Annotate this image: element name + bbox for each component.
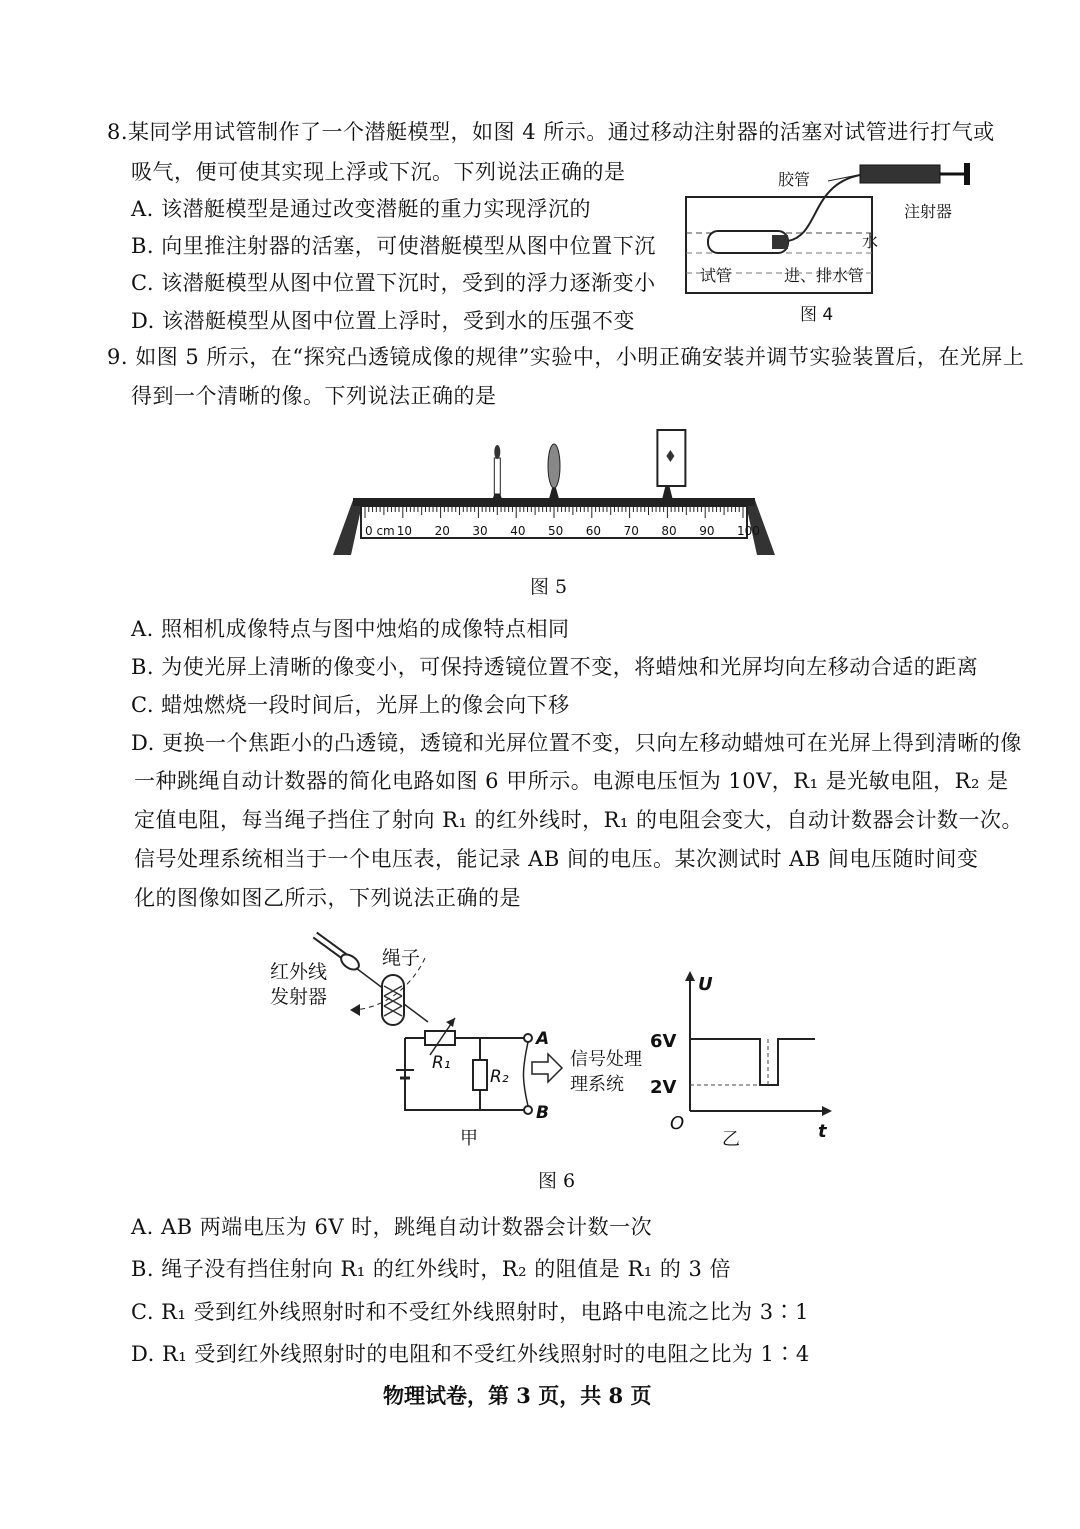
q9-option-d: D. 更换一个焦距小的凸透镜，透镜和光屏位置不变，只向左移动蜡烛可在光屏上得到清晰的像 (131, 731, 1022, 755)
q8-option-d: D. 该潜艇模型从图中位置上浮时，受到水的压强不变 (131, 309, 635, 333)
label-yi: 乙 (722, 1129, 740, 1150)
label-rope: 绳子 (382, 947, 421, 969)
ruler-label: 90 (699, 524, 715, 538)
figure-4-caption: 图 4 (800, 305, 834, 325)
bench-left-leg (333, 500, 363, 555)
ruler-label: 10 (396, 524, 413, 538)
q10-stem-line3: 信号处理系统相当于一个电压表，能记录 AB 间的电压。某次测试时 AB 间电压随时间变 (134, 847, 979, 871)
ruler-label: 20 (434, 524, 450, 538)
label-hose: 胶管 (778, 170, 811, 189)
figure-6-circuit (260, 930, 650, 1155)
candle (490, 445, 504, 506)
q9-stem-line1: 9. 如图 5 所示，在“探究凸透镜成像的规律”实验中，小明正确安装并调节实验装置后，在光屏上 (107, 345, 1025, 369)
tick-6v: 6V (650, 1031, 677, 1052)
label-signal-1: 信号处理 (570, 1049, 642, 1070)
figure-6-caption: 图 6 (538, 1170, 576, 1192)
ruler-label: 0 cm (365, 524, 395, 538)
signal-arrow (532, 1054, 562, 1082)
q10-stem-line2: 定值电阻，每当绳子挡住了射向 R₁ 的红外线时，R₁ 的电阻会变大，自动计数器会计数一次。 (134, 808, 1023, 832)
figure-5-optical-bench (325, 440, 785, 570)
ruler-label: 30 (472, 524, 488, 538)
ruler-label: 80 (661, 524, 677, 538)
label-emitter-1: 红外线 (270, 961, 328, 983)
figure-4-submarine (680, 145, 980, 330)
syringe-barrel (860, 165, 940, 183)
stopper (772, 235, 788, 249)
resistor-r2 (473, 1060, 487, 1090)
label-jia: 甲 (460, 1128, 478, 1149)
q8-stem-line1: 8.某同学用试管制作了一个潜艇模型，如图 4 所示。通过移动注射器的活塞对试管进行打气或 (107, 120, 995, 144)
q10-option-a: A. AB 两端电压为 6V 时，跳绳自动计数器会计数一次 (131, 1215, 653, 1239)
ruler-label: 60 (585, 524, 602, 538)
terminal-b (524, 1106, 532, 1114)
q10-option-d: D. R₁ 受到红外线照射时的电阻和不受红外线照射时的电阻之比为 1∶4 (131, 1342, 810, 1366)
label-emitter-2: 发射器 (270, 986, 328, 1008)
tick-2v: 2V (650, 1077, 677, 1098)
q8-option-b: B. 向里推注射器的活塞，可使潜艇模型从图中位置下沉 (131, 234, 656, 258)
voltage-curve (690, 1039, 815, 1085)
label-test-tube: 试管 (700, 266, 733, 285)
q9-option-c: C. 蜡烛燃烧一段时间后，光屏上的像会向下移 (131, 693, 570, 717)
label-water: 水 (862, 232, 879, 251)
label-pipe: 进、排水管 (784, 266, 865, 285)
q10-option-c: C. R₁ 受到红外线照射时和不受红外线照射时，电路中电流之比为 3∶1 (131, 1300, 809, 1324)
ruler-label: 70 (623, 524, 639, 538)
q10-stem-line4: 化的图像如图乙所示，下列说法正确的是 (134, 886, 521, 910)
label-b: B (536, 1103, 549, 1123)
q10-option-b: B. 绳子没有挡住射向 R₁ 的红外线时，R₂ 的阻值是 R₁ 的 3 倍 (131, 1257, 732, 1281)
label-r2: R₂ (490, 1067, 509, 1087)
ruler-label: 100 (737, 524, 760, 538)
rope (382, 975, 404, 1025)
ruler-label: 40 (510, 524, 526, 538)
label-signal-2: 理系统 (570, 1074, 624, 1095)
page-footer: 物理试卷，第 3 页，共 8 页 (383, 1383, 652, 1408)
label-syringe: 注射器 (904, 202, 953, 221)
light-screen (657, 430, 685, 506)
convex-lens (547, 444, 561, 506)
q9-option-b: B. 为使光屏上清晰的像变小，可保持透镜位置不变，将蜡烛和光屏均向左移动合适的距离 (131, 655, 979, 679)
axis-origin-label: O (670, 1113, 685, 1134)
q9-stem-line2: 得到一个清晰的像。下列说法正确的是 (131, 384, 497, 408)
q10-stem-line1: 一种跳绳自动计数器的简化电路如图 6 甲所示。电源电压恒为 10V，R₁ 是光敏电阻，R₂ 是 (134, 769, 1009, 793)
q9-option-a: A. 照相机成像特点与图中烛焰的成像特点相同 (131, 617, 570, 641)
q8-option-c: C. 该潜艇模型从图中位置下沉时，受到的浮力逐渐变小 (131, 271, 656, 295)
label-r1: R₁ (432, 1053, 451, 1073)
figure-5-caption: 图 5 (530, 576, 568, 598)
resistor-r1 (425, 1031, 455, 1045)
label-a: A (536, 1029, 550, 1049)
q8-stem-line2: 吸气，便可使其实现上浮或下沉。下列说法正确的是 (131, 160, 626, 184)
q8-option-a: A. 该潜艇模型是通过改变潜艇的重力实现浮沉的 (131, 197, 592, 221)
ruler-label: 50 (548, 524, 564, 538)
axis-u-label: U (698, 974, 713, 995)
terminal-a (524, 1034, 532, 1042)
figure-6-voltage-graph (650, 965, 840, 1155)
axis-t-label: t (818, 1121, 827, 1142)
